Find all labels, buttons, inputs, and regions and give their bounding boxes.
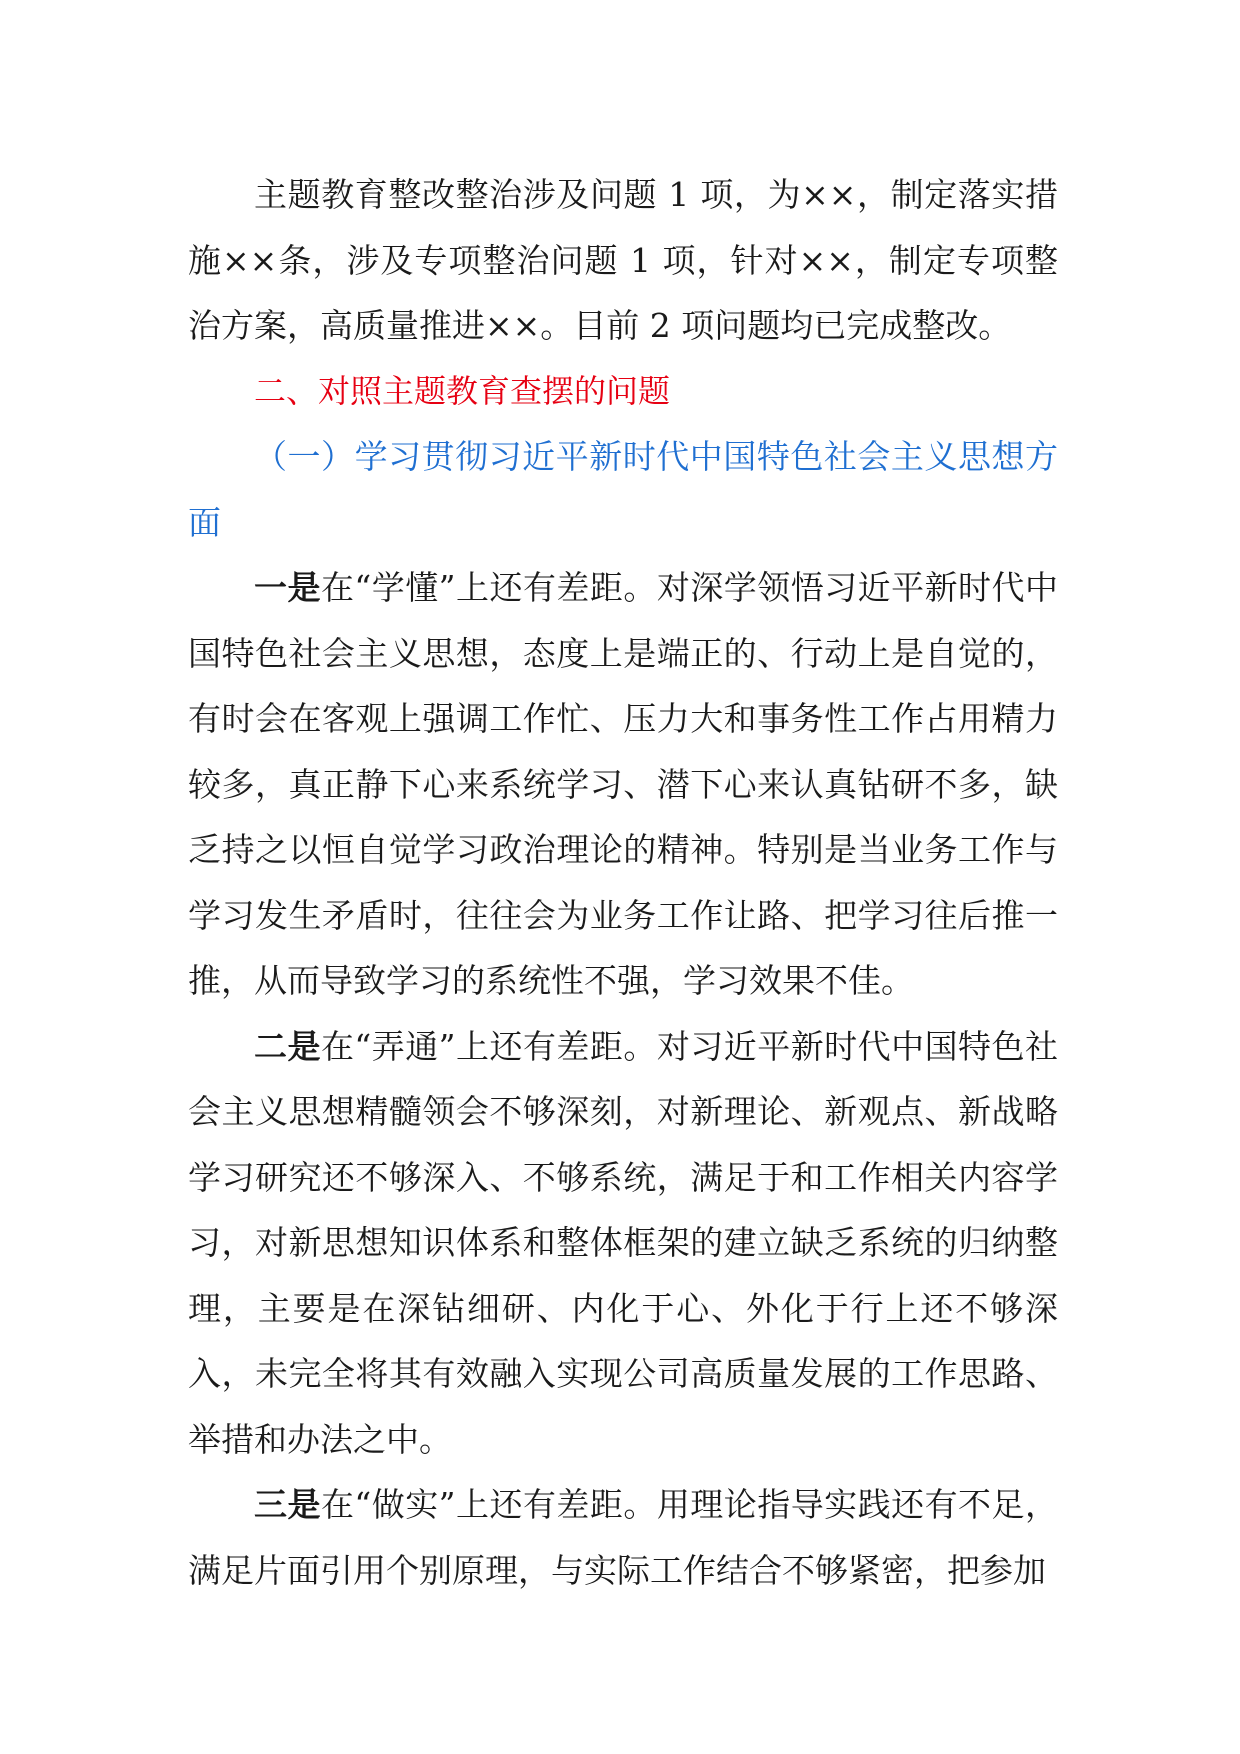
item-paragraph-2 bbox=[188, 1014, 1058, 1473]
item-paragraph-3 bbox=[188, 1472, 1058, 1603]
item-lead-3: 三是 bbox=[254, 1485, 321, 1524]
intro-paragraph: 主题教育整改整治涉及问题 1 项，为××，制定落实措施××条，涉及专项整治问题 1 项，针对××，制定专项整治方案，高质量推进××。目前 2 项问题均已完成整改。 bbox=[188, 175, 1058, 345]
item-paragraph-1 bbox=[188, 555, 1058, 1014]
item-text-2: 在“弄通”上还有差距。对习近平新时代中国特色社会主义思想精髓领会不够深刻，对新理论、新观点、新战略学习研究还不够深入、不够系统，满足于和工作相关内容学习，对新思想知识体系和整体框架的建立缺乏系统的归纳整理，主要是在深钻细研、内化于心、外化于行上还不够深入，未完全将其有效融入实现公司高质量发展的工作思路、举措和办法之中。 bbox=[188, 1026, 1058, 1459]
item-text-1: 在“学懂”上还有差距。对深学领悟习近平新时代中国特色社会主义思想，态度上是端正的、行动上是自觉的，有时会在客观上强调工作忙、压力大和事务性工作占用精力较多，真正静下心来系统学习、潜下心来认真钻研不多，缺乏持之以恒自觉学习政治理论的精神。特别是当业务工作与学习发生矛盾时，往往会为业务工作让路、把学习往后推一推，从而导致学习的系统性不强，学习效果不佳。 bbox=[188, 568, 1058, 1000]
subsection-heading-1: （一）学习贯彻习近平新时代中国特色社会主义思想方面 bbox=[188, 437, 1058, 542]
item-lead-2: 二是 bbox=[254, 1026, 321, 1066]
document-body bbox=[188, 162, 1058, 1603]
section-heading-2: 二、对照主题教育查摆的问题 bbox=[254, 371, 671, 410]
item-text-3: 在“做实”上还有差距。用理论指导实践还有不足，满足片面引用个别原理，与实际工作结合不够紧密，把参加 bbox=[188, 1485, 1058, 1590]
item-lead-1: 一是 bbox=[254, 568, 321, 607]
